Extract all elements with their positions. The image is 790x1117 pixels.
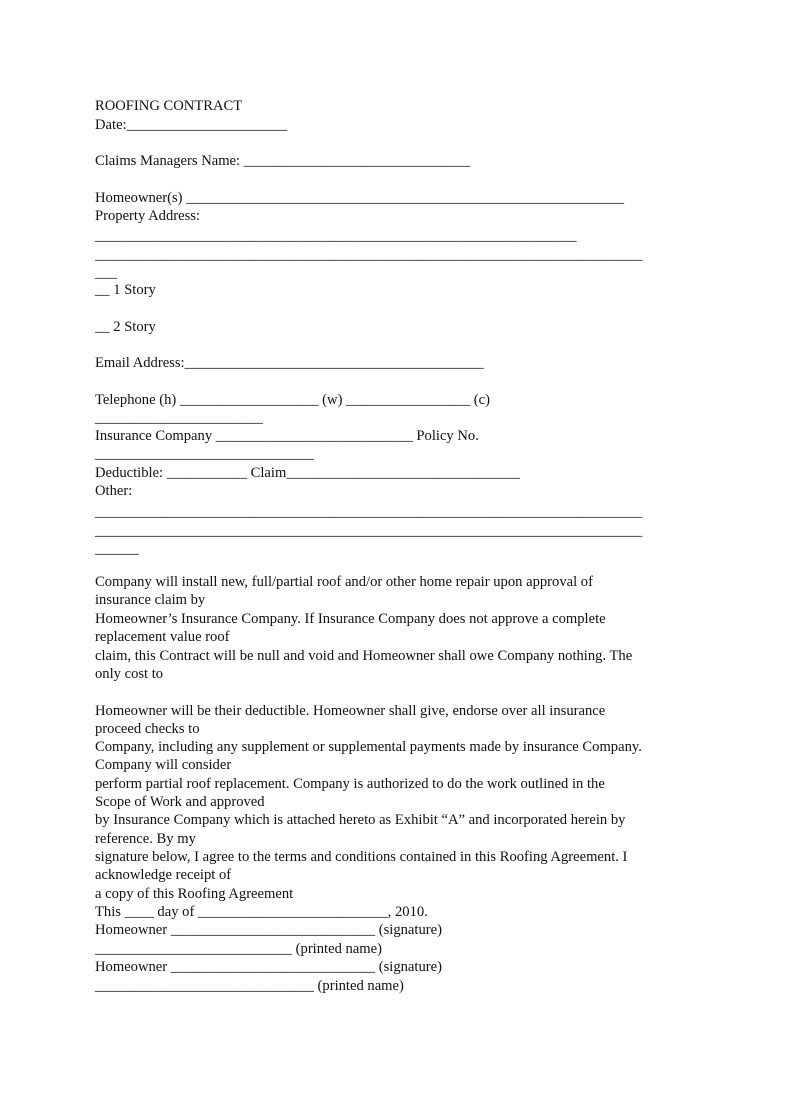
telephone-field-continued: _______________________ <box>95 410 263 426</box>
body-text-line: proceed checks to <box>95 721 200 737</box>
claims-manager-field: Claims Managers Name: _______________________________ <box>95 153 470 169</box>
body-text-line: acknowledge receipt of <box>95 867 232 883</box>
homeowner-signature-line: Homeowner ____________________________ (signature) <box>95 922 442 938</box>
property-address-line: ___________________________________________________________________________ <box>95 247 643 263</box>
homeowner-printed-name-line: ___________________________ (printed name) <box>95 941 382 957</box>
body-text-line: perform partial roof replacement. Company is authorized to do the work outlined in the <box>95 776 605 792</box>
other-line: ___________________________________________________________________________ <box>95 523 643 539</box>
date-field: Date:______________________ <box>95 117 288 133</box>
body-text-line: Company will install new, full/partial roof and/or other home repair upon approval of <box>95 574 593 590</box>
body-text-line: insurance claim by <box>95 592 206 608</box>
deductible-claim-field: Deductible: ___________ Claim________________________________ <box>95 465 520 481</box>
document-title: ROOFING CONTRACT <box>95 98 243 114</box>
other-line: ______ <box>95 541 139 557</box>
body-text-line: Homeowner will be their deductible. Homeowner shall give, endorse over all insurance <box>95 703 606 719</box>
property-address-line: ___ <box>95 265 117 281</box>
body-text-line: Homeowner’s Insurance Company. If Insurance Company does not approve a complete <box>95 611 606 627</box>
date-of-signing-line: This ____ day of __________________________, 2010. <box>95 904 428 920</box>
one-story-option: __ 1 Story <box>95 282 156 298</box>
policy-number-line: ______________________________ <box>95 446 314 462</box>
homeowners-field: Homeowner(s) ____________________________________________________________ <box>95 190 624 206</box>
body-text-line: only cost to <box>95 666 164 682</box>
body-text-line: Scope of Work and approved <box>95 794 265 810</box>
body-text-line: claim, this Contract will be null and void and Homeowner shall owe Company nothing. The <box>95 648 633 664</box>
email-address-field: Email Address:_________________________________________ <box>95 355 484 371</box>
homeowner-printed-name-line: ______________________________ (printed name) <box>95 978 404 994</box>
property-address-line: __________________________________________________________________ <box>95 228 577 244</box>
insurance-company-field: Insurance Company ___________________________ Policy No. <box>95 428 479 444</box>
two-story-option: __ 2 Story <box>95 319 156 335</box>
other-line: ___________________________________________________________________________ <box>95 504 643 520</box>
telephone-field: Telephone (h) ___________________ (w) _________________ (c) <box>95 392 490 408</box>
body-text-line: reference. By my <box>95 831 196 847</box>
body-text-line: replacement value roof <box>95 629 230 645</box>
body-text-line: by Insurance Company which is attached hereto as Exhibit “A” and incorporated herein by <box>95 812 626 828</box>
body-text-line: Company will consider <box>95 757 232 773</box>
homeowner-signature-line: Homeowner ____________________________ (signature) <box>95 959 442 975</box>
body-text-line: Company, including any supplement or supplemental payments made by insurance Company. <box>95 739 642 755</box>
body-text-line: signature below, I agree to the terms and conditions contained in this Roofing Agreement. I <box>95 849 628 865</box>
property-address-label: Property Address: <box>95 208 200 224</box>
other-label: Other: <box>95 483 133 499</box>
body-text-line: a copy of this Roofing Agreement <box>95 886 294 902</box>
